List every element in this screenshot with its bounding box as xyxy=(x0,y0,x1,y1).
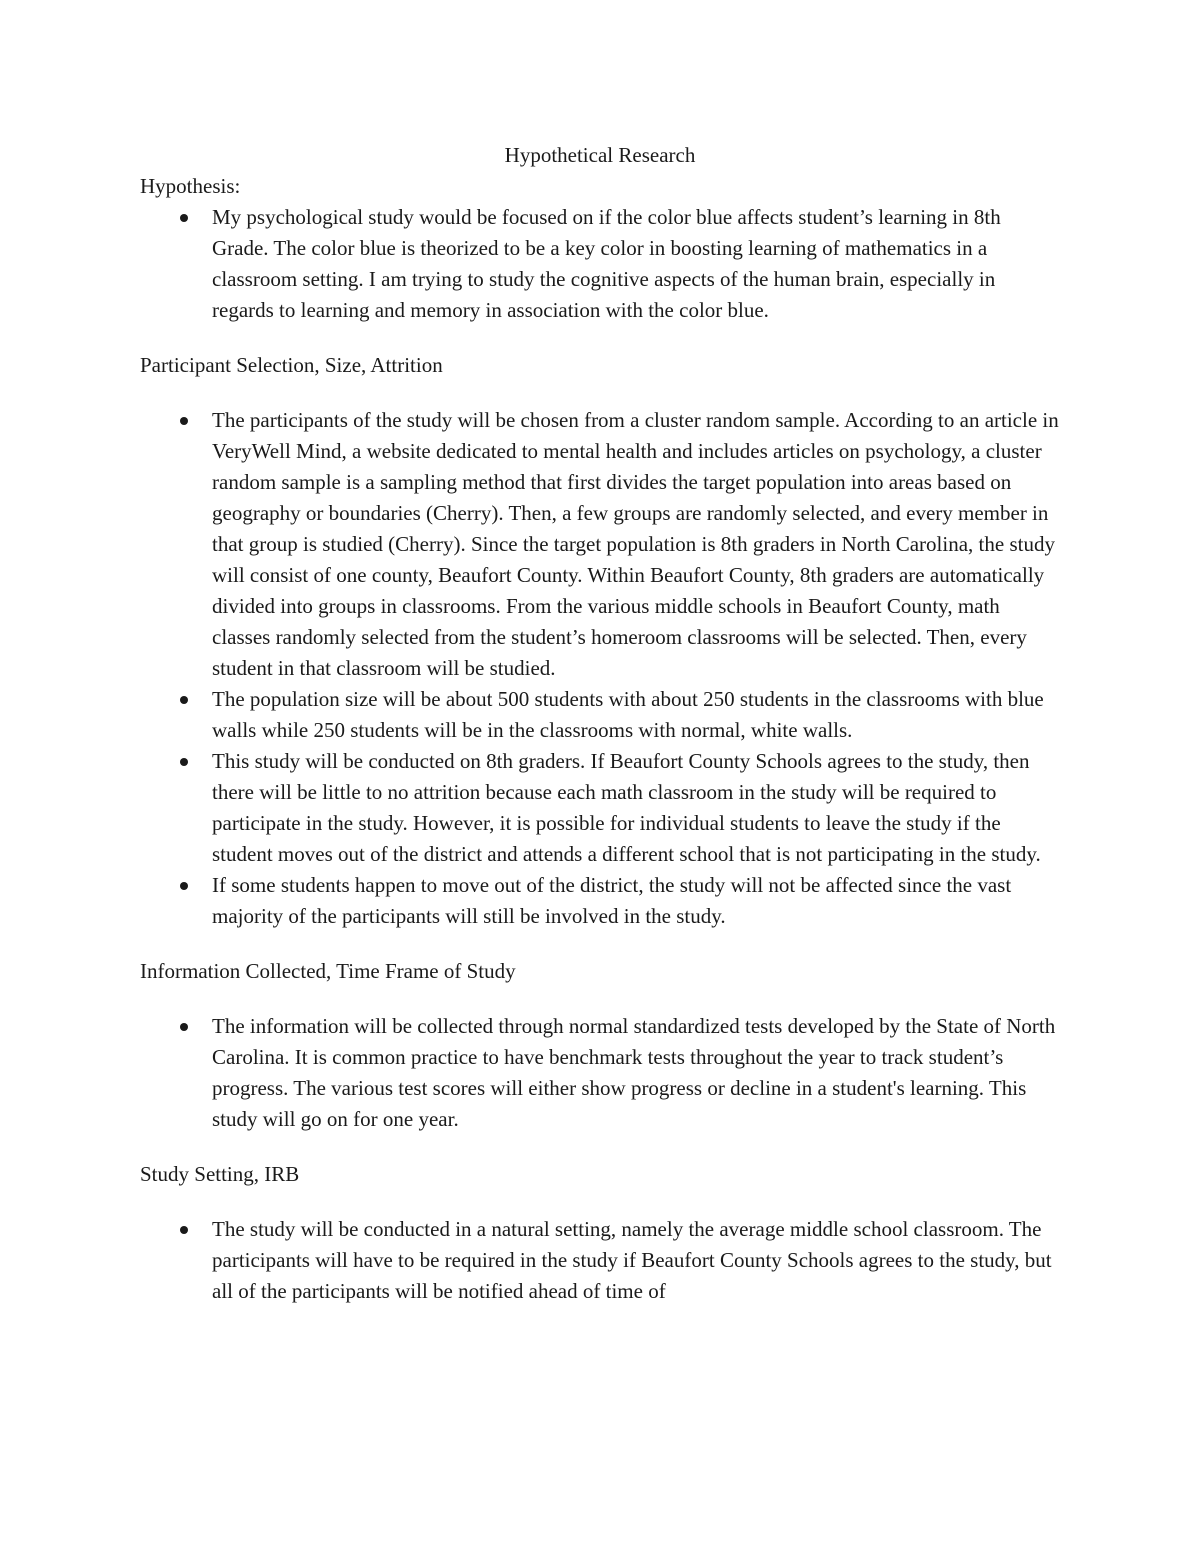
section-heading-participant-selection: Participant Selection, Size, Attrition xyxy=(140,353,443,377)
list-item-text: The information will be collected through normal standardized tests developed by the State of North Carolina. It is common practice to have benchmark tests throughout the year to track student’s progress. The various test scores will either show progress or decline in a student's learning. This study will go on for one year. xyxy=(212,1014,1056,1131)
bullet-icon xyxy=(180,417,188,425)
information-collected-list xyxy=(140,1011,1060,1135)
list-item xyxy=(140,1011,1060,1135)
participant-selection-list xyxy=(140,405,1060,932)
section-heading-study-setting: Study Setting, IRB xyxy=(140,1162,300,1186)
bullet-icon xyxy=(180,1023,188,1031)
list-item xyxy=(140,202,1060,326)
list-item xyxy=(140,1214,1060,1307)
list-item-text: The study will be conducted in a natural setting, namely the average middle school classroom. The participants will have to be required in the study if Beaufort County Schools agrees to the study, but all of the participants will be notified ahead of time of xyxy=(212,1217,1052,1303)
section-heading-hypothesis: Hypothesis: xyxy=(140,174,241,198)
list-item-text: This study will be conducted on 8th graders. If Beaufort County Schools agrees to the study, then there will be little to no attrition because each math classroom in the study will be required to participate in the study. However, it is possible for individual students to leave the study if the student moves out of the district and attends a different school that is not participating in the study. xyxy=(212,749,1041,866)
list-item-text: The population size will be about 500 students with about 250 students in the classrooms with blue walls while 250 students will be in the classrooms with normal, white walls. xyxy=(212,687,1044,742)
hypothesis-list xyxy=(140,202,1060,326)
bullet-icon xyxy=(180,758,188,766)
list-item xyxy=(140,405,1060,684)
list-item xyxy=(140,746,1060,870)
bullet-icon xyxy=(180,214,188,222)
list-item-text: The participants of the study will be chosen from a cluster random sample. According to an article in VeryWell Mind, a website dedicated to mental health and includes articles on psychology, a cluster random sample is a sampling method that first divides the target population into areas based on geography or boundaries (Cherry). Then, a few groups are randomly selected, and every member in that group is studied (Cherry). Since the target population is 8th graders in North Carolina, the study will consist of one county, Beaufort County. Within Beaufort County, 8th graders are automatically divided into groups in classrooms. From the various middle schools in Beaufort County, math classes randomly selected from the student’s homeroom classrooms will be selected. Then, every student in that classroom will be studied. xyxy=(212,408,1059,680)
document-body xyxy=(140,140,1060,1307)
list-item xyxy=(140,870,1060,932)
list-item xyxy=(140,684,1060,746)
section-heading-information-collected: Information Collected, Time Frame of Study xyxy=(140,959,516,983)
list-item-text: If some students happen to move out of the district, the study will not be affected since the vast majority of the participants will still be involved in the study. xyxy=(212,873,1012,928)
bullet-icon xyxy=(180,882,188,890)
study-setting-list xyxy=(140,1214,1060,1307)
bullet-icon xyxy=(180,1226,188,1234)
list-item-text: My psychological study would be focused on if the color blue affects student’s learning in 8th Grade. The color blue is theorized to be a key color in boosting learning of mathematics in a classroom setting. I am trying to study the cognitive aspects of the human brain, especially in regards to learning and memory in association with the color blue. xyxy=(212,205,1001,322)
document-title: Hypothetical Research xyxy=(504,143,696,167)
bullet-icon xyxy=(180,696,188,704)
